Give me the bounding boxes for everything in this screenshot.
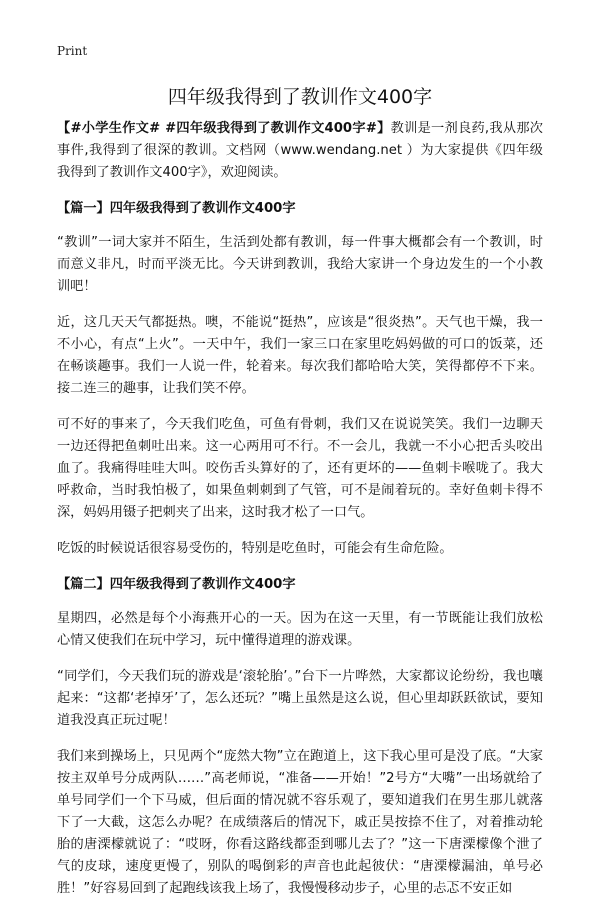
section-1-paragraph-2: 近，这几天天气都挺热。噢，不能说“挺热”，应该是“很炎热”。天气也干燥，我一不小心，有点“上火”。一天中午，我们一家三口在家里吃妈妈做的可口的饭菜，还在畅谈趣事。我们一人说一件，轮着来。每次我们都哈哈大笑，笑得都停不下来。接二连三的趣事，让我们笑不停。: [57, 315, 543, 396]
article-body: [57, 118, 543, 914]
section-1-paragraph-3: 可不好的事来了，今天我们吃鱼，可鱼有骨刺，我们又在说说笑笑。我们一边聊天一边还得把鱼刺吐出来。这一心两用可不行。不一会儿，我就一不小心把舌头咬出血了。我痛得哇哇大叫。咬伤舌头算好的了，还有更坏的——鱼刺卡喉咙了。我大呼救命，当时我怕极了，如果鱼刺刺到了气管，可不是闹着玩的。幸好鱼刺卡得不深，妈妈用镊子把刺夹了出来，这时我才松了一口气。: [57, 417, 543, 520]
page-title: 四年级我得到了教训作文400字: [167, 86, 433, 108]
section-2-paragraph-1: 星期四，必然是每个小海燕开心的一天。因为在这一天里，有一节既能让我们放松心情又使我们在玩中学习，玩中懂得道理的游戏课。: [57, 611, 543, 648]
intro-paragraph: [57, 118, 543, 184]
section-1-paragraph-4: 吃饭的时候说话很容易受伤的，特别是吃鱼时，可能会有生命危险。: [57, 541, 453, 556]
section-2-paragraph-2: “同学们，今天我们玩的游戏是‘滚轮胎’。”台下一片哗然，大家都议论纷纷，我也嚷起来：“这都‘老掉牙’了，怎么还玩？”嘴上虽然是这么说，但心里却跃跃欲试，要知道我没真正玩过呢！: [57, 669, 543, 728]
section-heading-2: 【篇二】四年级我得到了教训作文400字: [57, 577, 296, 592]
section-heading-1: 【篇一】四年级我得到了教训作文400字: [57, 201, 296, 216]
intro-tag: 【#小学生作文# #四年级我得到了教训作文400字#】: [57, 121, 391, 136]
print-label: Print: [57, 44, 88, 58]
intro-text: 教训是一剂良药,我从那次事件,我得到了很深的教训。文档网（www.wendang.net ）为大家提供《四年级我得到了教训作文400字》，欢迎阅读。: [57, 121, 543, 180]
section-1-paragraph-1: “教训”一词大家并不陌生，生活到处都有教训，每一件事大概都会有一个教训，时而意义非凡，时而平淡无比。今天讲到教训，我给大家讲一个身边发生的一个小教训吧！: [57, 235, 543, 294]
section-2-paragraph-3: 我们来到操场上，只见两个“庞然大物”立在跑道上，这下我心里可是没了底。“大家按主双单号分成两队……”高老师说，“准备——开始！”2号方“大嘴”一出场就给了单号同学们一个下马威，但后面的情况就不容乐观了，要知道我们在男生那儿就落下了一大截，这怎么办呢？在成绩落后的情况下，戚正昊按捺不住了，对着推动轮胎的唐溧檬就说了：“哎呀，你看这路线都歪到哪儿去了？”这一下唐溧檬像个泄了气的皮球，速度更慢了，别队的喝倒彩的声音也此起彼伏：“唐溧檬漏油，单号必胜！”好容易回到了起跑线该我上场了，我慢慢移动步子，心里的忐忑不安正如: [57, 749, 543, 896]
